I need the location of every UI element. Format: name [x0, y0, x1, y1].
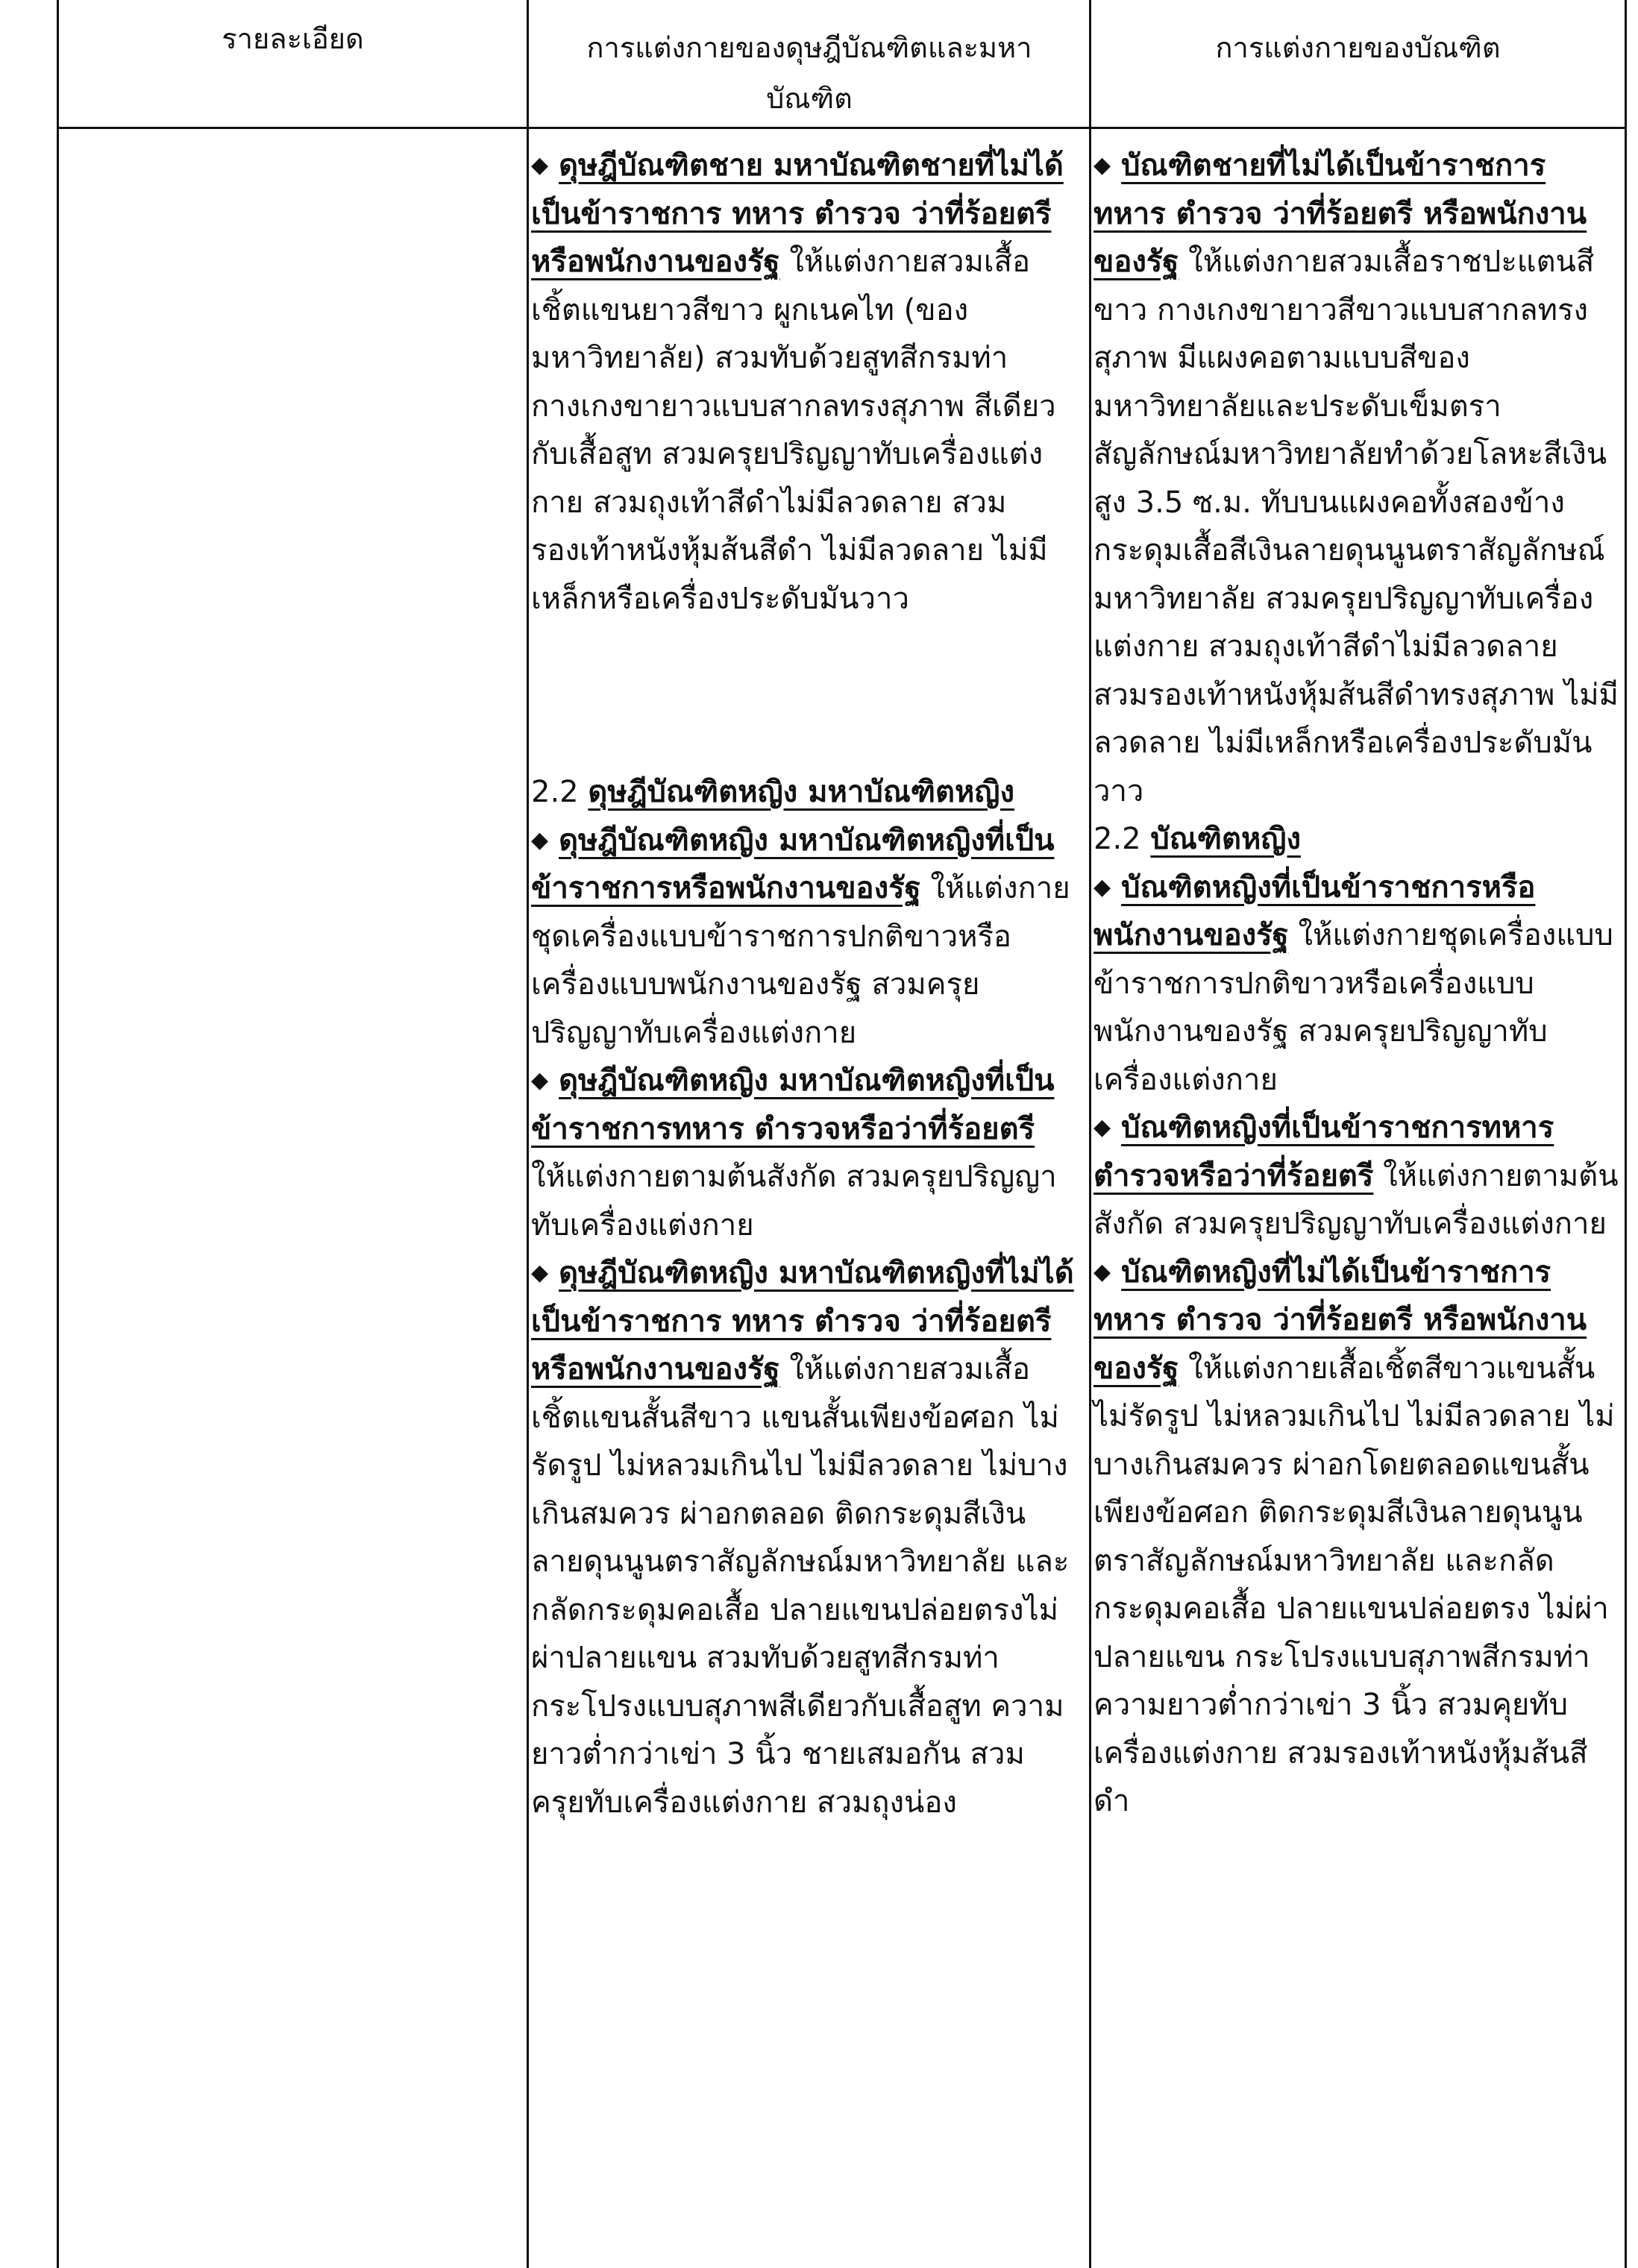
- section-title: บัณฑิตหญิง: [1150, 822, 1302, 856]
- right-item-text: ให้แต่งกายตามต้นสังกัด สวมครุยปริญญาทับเครื่องแต่งกาย: [1093, 1158, 1619, 1241]
- right-item-title: บัณฑิตหญิงที่เป็นข้าราชการหรือพนักงานของรัฐ: [1093, 870, 1536, 952]
- mid-item-female-military-police: [531, 1057, 1074, 1249]
- right-item-text: ให้แต่งกายชุดเครื่องแบบข้าราชการปกติขาวหรือเครื่องแบบพนักงานของรัฐ สวมครุยปริญญาทับเครื่องแต่งกาย: [1093, 918, 1613, 1097]
- right-item-title: บัณฑิตหญิงที่เป็นข้าราชการทหาร ตำรวจหรือว่าที่ร้อยตรี: [1093, 1111, 1554, 1193]
- mid-item-male-non-civil-servant: [531, 142, 1074, 623]
- section-number: 2.2: [531, 775, 579, 809]
- mid-item-female-non-civil-servant: [531, 1249, 1074, 1826]
- bullet-icon: ◆: [531, 826, 549, 853]
- bullet-icon: ◆: [1093, 1114, 1111, 1140]
- mid-item-text: ให้แต่งกายสวมเสื้อเชิ้ตแขนสั้นสีขาว แขนสั้นเพียงข้อศอก ไม่รัดรูป ไม่หลวมเกินไป ไม่มีลวดลาย ไม่บางเกินสมควร ผ่าอกตลอด ติดกระดุมสีเงินลายดุนนูนตราสัญลักษณ์มหาวิทยาลัย และกลัดกระดุมคอเสื้อ ปลายแขนปล่อยตรงไม่ผ่าปลายแขน สวมทับด้วยสูทสีกรมท่า กระโปรงแบบสุภาพสีเดียวกับเสื้อสูท ความยาวต่ำกว่าเข่า 3 นิ้ว ชายเสมอกัน สวมครุยทับเครื่องแต่งกาย สวมถุงน่อง: [531, 1352, 1070, 1820]
- right-item-male-non-civil-servant: [1093, 142, 1620, 815]
- right-section-2-2: [1093, 815, 1620, 864]
- mid-item-title: ดุษฎีบัณฑิตหญิง มหาบัณฑิตหญิงที่เป็นข้าราชการทหาร ตำรวจหรือว่าที่ร้อยตรี: [531, 1064, 1055, 1146]
- bullet-icon: ◆: [531, 1067, 549, 1093]
- header-doctoral-master: การแต่งกายของดุษฎีบัณฑิตและมหาบัณฑิต: [586, 31, 1032, 115]
- bachelor-column: [1093, 142, 1620, 1826]
- right-item-female-civil-servant: [1093, 864, 1620, 1105]
- mid-item-text: ให้แต่งกายตามต้นสังกัด สวมครุยปริญญาทับเครื่องแต่งกาย: [531, 1160, 1057, 1243]
- mid-item-text: ให้แต่งกายชุดเครื่องแบบข้าราชการปกติขาวหรือเครื่องแบบพนักงานของรัฐ สวมครุยปริญญาทับเครื่องแต่งกาย: [531, 871, 1070, 1050]
- right-item-female-non-civil-servant: [1093, 1248, 1620, 1826]
- mid-item-title: ดุษฎีบัณฑิตหญิง มหาบัณฑิตหญิงที่เป็นข้าราชการหรือพนักงานของรัฐ: [531, 823, 1055, 905]
- mid-item-text: ให้แต่งกายสวมเสื้อเชิ้ตแขนยาวสีขาว ผูกเนคไท (ของมหาวิทยาลัย) สวมทับด้วยสูทสีกรมท่า กางเกงขายาวแบบสากลทรงสุภาพ สีเดียวกับเสื้อสูท สวมครุยปริญญาทับเครื่องแต่งกาย สวมถุงเท้าสีดำไม่มีลวดลาย สวมรองเท้าหนังหุ้มส้นสีดำ ไม่มีลวดลาย ไม่มีเหล็กหรือเครื่องประดับมันวาว: [531, 245, 1056, 616]
- header-details: รายละเอียด: [222, 22, 364, 55]
- bullet-icon: ◆: [1093, 1258, 1111, 1285]
- header-bachelor: การแต่งกายของบัณฑิต: [1215, 31, 1501, 64]
- right-item-title: บัณฑิตชายที่ไม่ได้เป็นข้าราชการ ทหาร ตำรวจ ว่าที่ร้อยตรี หรือพนักงานของรัฐ: [1093, 148, 1587, 279]
- mid-item-female-civil-servant: [531, 817, 1074, 1058]
- bullet-icon: ◆: [531, 1260, 549, 1286]
- right-item-text: ให้แต่งกายสวมเสื้อราชปะแตนสีขาว กางเกงขายาวสีขาวแบบสากลทรงสุภาพ มีแผงคอตามแบบสีของมหาวิทยาลัยและประดับเข็มตราสัญลักษณ์มหาวิทยาลัยทำด้วยโลหะสีเงิน สูง 3.5 ซ.ม. ทับบนแผงคอทั้งสองข้าง กระดุมเสื้อสีเงินลายดุนนูนตราสัญลักษณ์มหาวิทยาลัย สวมครุยปริญญาทับเครื่องแต่งกาย สวมถุงเท้าสีดำไม่มีลวดลาย สวมรองเท้าหนังหุ้มส้นสีดำทรงสุภาพ ไม่มีลวดลาย ไม่มีเหล็กหรือเครื่องประดับมันวาว: [1093, 245, 1619, 808]
- details-column: [59, 129, 527, 2268]
- section-title: ดุษฎีบัณฑิตหญิง มหาบัณฑิตหญิง: [588, 775, 1014, 809]
- bullet-icon: ◆: [531, 152, 549, 178]
- mid-item-title: ดุษฎีบัณฑิตหญิง มหาบัณฑิตหญิงที่ไม่ได้เป็นข้าราชการ ทหาร ตำรวจ ว่าที่ร้อยตรี หรือพนักงานของรัฐ: [531, 1256, 1074, 1386]
- bullet-icon: ◆: [1093, 873, 1111, 900]
- section-number: 2.2: [1093, 822, 1141, 856]
- doctoral-master-column: [531, 142, 1074, 1826]
- right-item-title: บัณฑิตหญิงที่ไม่ได้เป็นข้าราชการ ทหาร ตำรวจ ว่าที่ร้อยตรี หรือพนักงานของรัฐ: [1093, 1254, 1587, 1386]
- table-divider-1: [527, 0, 529, 2268]
- bullet-icon: ◆: [1093, 152, 1111, 178]
- table-border-right: [1625, 0, 1627, 2268]
- mid-item-title: ดุษฎีบัณฑิตชาย มหาบัณฑิตชายที่ไม่ได้เป็นข้าราชการ ทหาร ตำรวจ ว่าที่ร้อยตรี หรือพนักงานของรัฐ: [531, 148, 1064, 279]
- right-item-text: ให้แต่งกายเสื้อเชิ้ตสีขาวแขนสั้น ไม่รัดรูป ไม่หลวมเกินไป ไม่มีลวดลาย ไม่บางเกินสมควร ผ่าอกโดยตลอดแขนสั้นเพียงข้อศอก ติดกระดุมสีเงินลายดุนนูนตราสัญลักษณ์มหาวิทยาลัย และกลัดกระดุมคอเสื้อ ปลายแขนปล่อยตรง ไม่ผ่าปลายแขน กระโปรงแบบสุภาพสีกรมท่า ความยาวต่ำกว่าเข่า 3 นิ้ว สวมคุยทับเครื่องแต่งกาย สวมรองเท้าหนังหุ้มส้นสีดำ: [1093, 1351, 1615, 1818]
- mid-section-2-2: [531, 768, 1074, 817]
- right-item-female-military-police: [1093, 1104, 1620, 1248]
- table-divider-2: [1089, 0, 1091, 2268]
